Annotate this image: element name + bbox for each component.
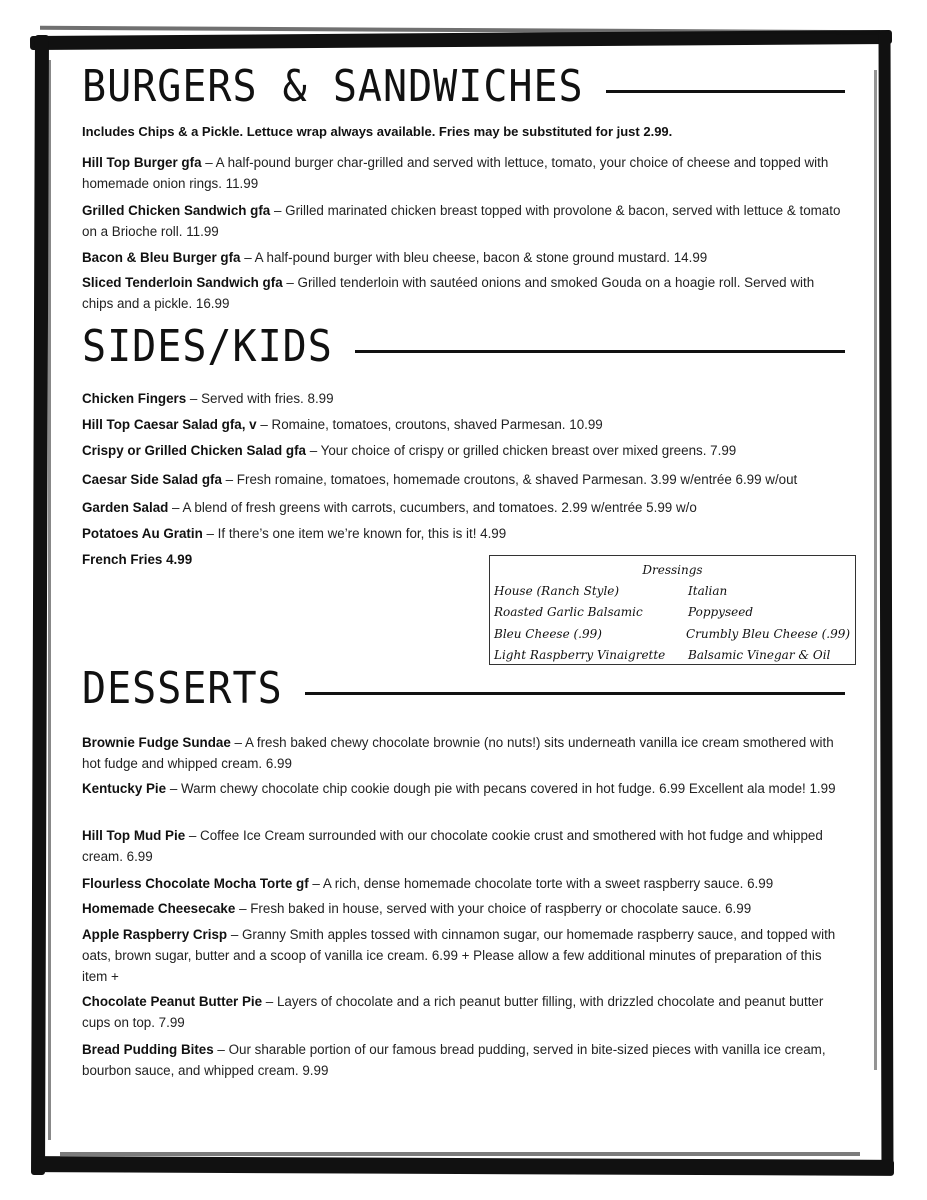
item-name: Crispy or Grilled Chicken Salad gfa	[82, 443, 306, 458]
sides-section-title: SIDES/KIDS	[82, 322, 333, 372]
menu-item	[82, 873, 842, 894]
menu-item	[82, 523, 842, 544]
frame-bottom-border	[36, 1156, 894, 1176]
item-description: – A half-pound burger with bleu cheese, bacon & stone ground mustard. 14.99	[240, 250, 708, 265]
menu-item	[82, 440, 842, 461]
section-divider	[305, 692, 845, 695]
menu-item	[82, 200, 842, 242]
item-description: – Warm chewy chocolate chip cookie dough pie with pecans covered in hot fudge. 6.99 Excellent ala mode! 1.99	[166, 781, 836, 796]
item-description: – Coffee Ice Cream surrounded with our chocolate cookie crust and smothered with hot fudge and whipped cream. 6.99	[82, 828, 823, 864]
dressing-option: Italian	[688, 584, 728, 598]
item-description: – Grilled marinated chicken breast topped with provolone & bacon, served with lettuce & tomato on a Brioche roll. 11.99	[82, 203, 841, 239]
item-name: Potatoes Au Gratin	[82, 526, 203, 541]
menu-item	[82, 778, 842, 799]
section-divider	[355, 350, 845, 353]
item-name: Apple Raspberry Crisp	[82, 927, 228, 942]
item-name: Grilled Chicken Sandwich gfa	[82, 203, 271, 218]
item-name: Hill Top Caesar Salad gfa, v	[82, 417, 257, 432]
item-name: Hill Top Burger gfa	[82, 155, 202, 170]
sides-section-header	[82, 324, 845, 370]
menu-item	[82, 152, 842, 194]
dressings-title: Dressings	[642, 563, 703, 577]
menu-item	[82, 825, 842, 867]
item-description: – Fresh romaine, tomatoes, homemade croutons, & shaved Parmesan. 3.99 w/entrée 6.99 w/out	[221, 472, 798, 487]
item-name: Caesar Side Salad gfa	[82, 472, 222, 487]
frame-left-border-stroke	[48, 60, 51, 1140]
item-name: Chocolate Peanut Butter Pie	[82, 994, 263, 1009]
dressings-box	[489, 555, 856, 665]
item-description: – If there’s one item we’re known for, this is it! 4.99	[202, 526, 507, 541]
item-name: Bacon & Bleu Burger gfa	[82, 250, 241, 265]
item-name: Garden Salad	[82, 500, 169, 515]
desserts-section-header	[82, 666, 845, 712]
menu-item	[82, 388, 842, 409]
menu-item	[82, 469, 842, 490]
dressing-option: Light Raspberry Vinaigrette	[494, 648, 666, 662]
frame-right-border	[879, 33, 894, 1173]
item-description: – Served with fries. 8.99	[186, 391, 334, 406]
item-name: Kentucky Pie	[82, 781, 167, 796]
menu-item	[82, 414, 842, 435]
item-name: Brownie Fudge Sundae	[82, 735, 231, 750]
frame-right-border-stroke	[874, 70, 877, 1070]
item-description: – Grilled tenderloin with sautéed onions and smoked Gouda on a hoagie roll. Served with chips and a pickle. 16.99	[82, 275, 815, 311]
frame-left-border	[31, 35, 49, 1175]
menu-item	[82, 924, 842, 987]
menu-item	[82, 247, 842, 268]
burgers-section-header	[82, 64, 845, 110]
menu-item	[82, 272, 842, 314]
item-description: – Our sharable portion of our famous bread pudding, served in bite-sized pieces with vanilla ice cream, bourbon sauce, and whipped cream. 9.99	[82, 1042, 826, 1078]
item-description: – Fresh baked in house, served with your choice of raspberry or chocolate sauce. 6.99	[235, 901, 752, 916]
menu-item	[82, 732, 842, 774]
item-description: – A fresh baked chewy chocolate brownie (no nuts!) sits underneath vanilla ice cream smothered with hot fudge and whipped cream. 6.99	[82, 735, 834, 771]
item-name: Homemade Cheesecake	[82, 901, 236, 916]
dressing-option: Roasted Garlic Balsamic	[494, 605, 643, 619]
dressing-option: Crumbly Bleu Cheese (.99)	[686, 627, 851, 641]
item-name: Flourless Chocolate Mocha Torte gf	[82, 876, 309, 891]
burgers-section-title: BURGERS & SANDWICHES	[82, 62, 584, 112]
item-name: Sliced Tenderloin Sandwich gfa	[82, 275, 283, 290]
dressing-option: Balsamic Vinegar & Oil	[688, 648, 831, 662]
dressing-option: Poppyseed	[688, 605, 753, 619]
item-description: – A rich, dense homemade chocolate torte with a sweet raspberry sauce. 6.99	[308, 876, 774, 891]
item-description: – Granny Smith apples tossed with cinnamon sugar, our homemade raspberry sauce, and topped with oats, brown sugar, butter and a scoop of vanilla ice cream. 6.99 + Please allow a few additional minutes of preparation of this item +	[82, 927, 836, 984]
desserts-section-title: DESSERTS	[82, 664, 283, 714]
item-description: – Your choice of crispy or grilled chicken breast over mixed greens. 7.99	[306, 443, 737, 458]
dressing-option: Bleu Cheese (.99)	[494, 627, 602, 641]
item-name: Bread Pudding Bites	[82, 1042, 214, 1057]
item-description: – Layers of chocolate and a rich peanut butter filling, with drizzled chocolate and peanut butter cups on top. 7.99	[82, 994, 824, 1030]
menu-item	[82, 497, 842, 518]
item-name: French Fries 4.99	[82, 552, 193, 567]
menu-item	[82, 898, 842, 919]
item-description: – Romaine, tomatoes, croutons, shaved Parmesan. 10.99	[256, 417, 603, 432]
item-name: Hill Top Mud Pie	[82, 828, 186, 843]
item-description: – A half-pound burger char-grilled and served with lettuce, tomato, your choice of cheese and topped with homemade onion rings. 11.99	[82, 155, 829, 191]
section-divider	[606, 90, 845, 93]
item-description: – A blend of fresh greens with carrots, cucumbers, and tomatoes. 2.99 w/entrée 5.99 w/o	[168, 500, 697, 515]
menu-item	[82, 991, 842, 1033]
dressing-option: House (Ranch Style)	[494, 584, 620, 598]
menu-item	[82, 1039, 842, 1081]
item-name: Chicken Fingers	[82, 391, 187, 406]
burgers-note: Includes Chips & a Pickle. Lettuce wrap always available. Fries may be substituted for just 2.99.	[82, 124, 673, 139]
frame-bottom-border-stroke	[60, 1152, 860, 1156]
